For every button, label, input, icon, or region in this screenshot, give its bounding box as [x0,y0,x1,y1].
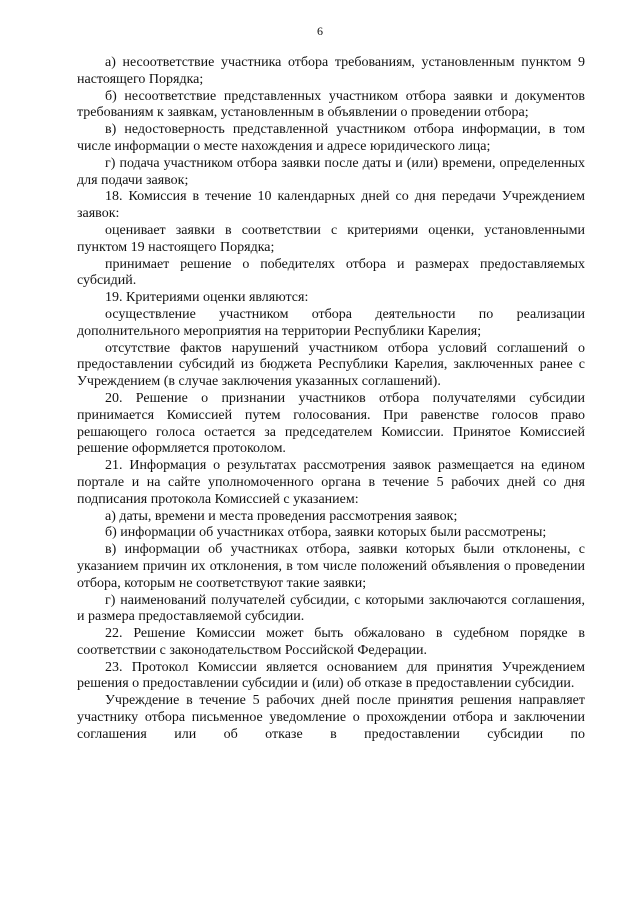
paragraph: а) даты, времени и места проведения рассмотрения заявок; [105,508,458,524]
paragraph: 21. Информация о результатах рассмотрения заявок размещается на едином портале и на сайте уполномоченного органа в течение 5 рабочих дней со дня подписания протокола Комиссией с указанием: [77,458,585,507]
paragraph: б) несоответствие представленных участником отбора заявки и документов требованиям к заявкам, установленным в объявлении о проведении отбора; [77,88,585,121]
page-number: 6 [317,24,323,38]
paragraph: осуществление участником отбора деятельности по реализации дополнительного мероприятия на территории Республики Карелия; [77,306,585,339]
paragraph: 22. Решение Комиссии может быть обжаловано в судебном порядке в соответствии с законодательством Российской Федерации. [77,626,585,658]
paragraph: 19. Критериями оценки являются: [105,290,309,306]
paragraph: оценивает заявки в соответствии с критериями оценки, установленными пунктом 19 настоящего Порядка; [77,222,585,255]
paragraph: отсутствие фактов нарушений участником отбора условий соглашений о предоставлении субсидий из бюджета Республики Карелия, заключенных ранее с Учреждением (в случае заключения указанных соглашений). [77,340,585,390]
paragraph: 23. Протокол Комиссии является основанием для принятия Учреждением решения о предоставлении субсидии и (или) об отказе в предоставлении субсидии. [77,659,585,692]
paragraph: принимает решение о победителях отбора и размерах предоставляемых субсидий. [77,256,585,289]
paragraph: г) подача участником отбора заявки после даты и (или) времени, определенных для подачи заявок; [77,155,585,188]
paragraph: 20. Решение о признании участников отбора получателями субсидии принимается Комиссией путем голосования. При равенстве голосов право решающего голоса остается за председателем Комиссии. Принятое Комиссией решение оформляется протоколом. [77,390,585,457]
paragraph: в) недостоверность представленной участником отбора информации, в том числе информации о месте нахождения и адресе юридического лица; [77,122,585,154]
paragraph: Учреждение в течение 5 рабочих дней после принятия решения направляет участнику отбора письменное уведомление о прохождении отбора и заключении соглашения или об отказе в предоставлении субсидии по [77,693,585,742]
document-body [77,55,585,744]
paragraph: б) информации об участниках отбора, заявки которых были рассмотрены; [105,525,547,541]
paragraph: 18. Комиссия в течение 10 календарных дней со дня передачи Учреждением заявок: [77,189,585,222]
paragraph: г) наименований получателей субсидии, с которыми заключаются соглашения, и размера предоставляемой субсидии. [77,592,585,625]
paragraph: а) несоответствие участника отбора требованиям, установленным пунктом 9 настоящего Порядка; [77,55,585,87]
paragraph: в) информации об участниках отбора, заявки которых были отклонены, с указанием причин их отклонения, в том числе положений объявления о проведении отбора, которым не соответствуют такие заявки; [77,542,585,591]
